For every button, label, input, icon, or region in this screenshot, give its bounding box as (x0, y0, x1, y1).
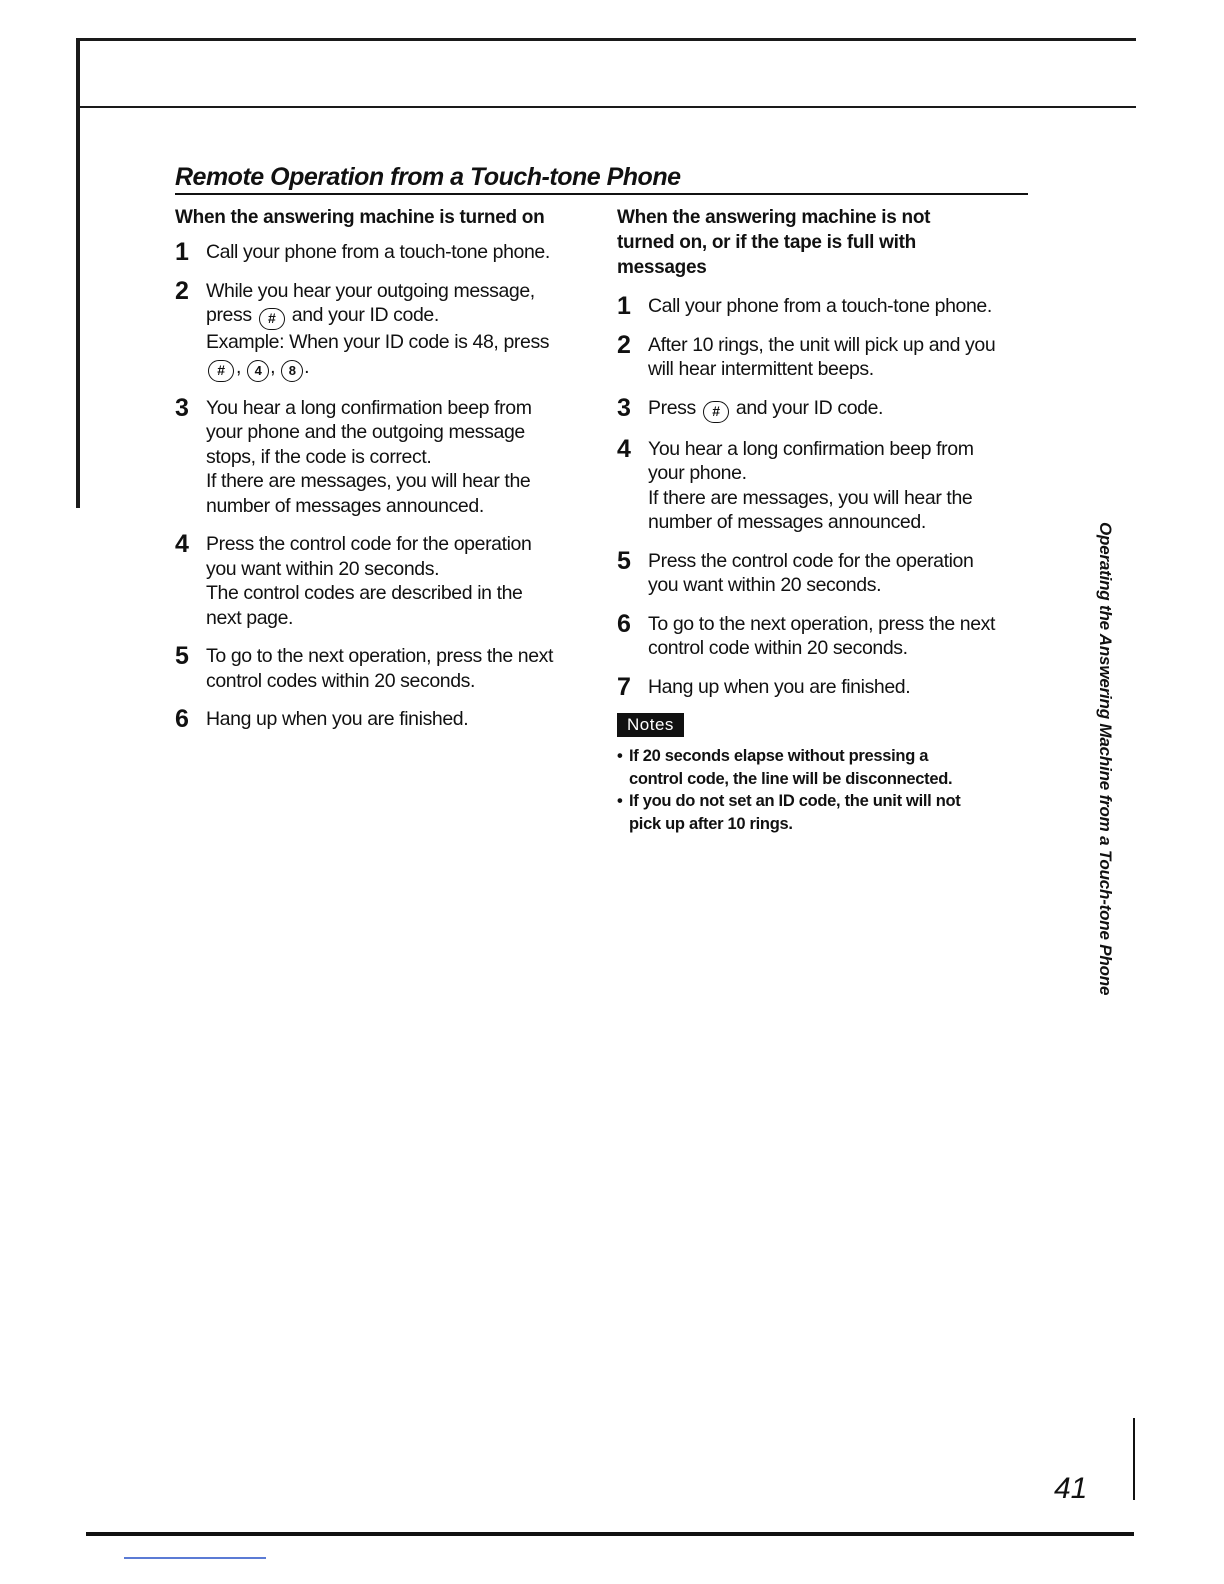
key-sequence (206, 355, 595, 382)
step-number: 4 (617, 434, 631, 463)
page-number-rule (1133, 1418, 1135, 1500)
step-text: stops, if the code is correct. (206, 445, 432, 468)
step-text: you want within 20 seconds. (648, 574, 882, 596)
step-text: To go to the next operation, press the next (206, 645, 554, 667)
note-item (617, 790, 1037, 835)
step-text: If there are messages, you will hear the (206, 470, 531, 492)
note-text: If 20 seconds elapse without pressing a (629, 747, 929, 765)
left-step-4 (175, 532, 595, 630)
key-8-icon: 8 (281, 360, 303, 382)
note-item (617, 745, 1037, 790)
step-text: you want within 20 seconds. (206, 557, 440, 580)
left-step-6 (175, 707, 595, 732)
hash-key-icon: # (208, 360, 234, 382)
right-step-3 (617, 393, 1037, 423)
right-step-1 (617, 294, 1037, 319)
step-number: 6 (617, 609, 631, 638)
step-text: and your ID code. (735, 396, 884, 419)
right-column-heading (617, 205, 1037, 280)
footer-rule (86, 1532, 1134, 1536)
left-column (175, 205, 595, 746)
step-text: Hang up when you are finished. (648, 675, 911, 698)
step-text: Call your phone from a touch-tone phone. (206, 241, 550, 263)
note-text: If you do not set an ID code, the unit will not (629, 792, 961, 810)
right-column (617, 205, 1037, 835)
left-step-2 (175, 276, 595, 382)
step-text: Hang up when you are finished. (206, 708, 469, 730)
notes-label: Notes (617, 713, 684, 737)
left-step-3 (175, 393, 595, 519)
step-text: Press (648, 396, 696, 419)
step-number: 5 (175, 642, 189, 670)
step-number: 7 (617, 672, 631, 701)
hash-key-icon: # (259, 308, 285, 330)
left-column-heading: When the answering machine is turned on (175, 207, 545, 228)
step-text: Press the control code for the operation (648, 549, 974, 572)
left-frame-rule (76, 38, 80, 508)
bullet-icon: • (617, 792, 623, 810)
step-number: 2 (175, 276, 189, 305)
step-text: Call your phone from a touch-tone phone. (648, 295, 992, 317)
step-text: While you hear your outgoing message, (206, 279, 535, 302)
note-text: pick up after 10 rings. (629, 814, 793, 833)
page-number: 41 (1054, 1472, 1088, 1505)
step-text: your phone. (648, 462, 747, 484)
heading-line: turned on, or if the tape is full with (617, 232, 916, 253)
step-text: next page. (206, 606, 294, 629)
step-text: You hear a long confirmation beep from (206, 396, 532, 419)
heading-line: messages (617, 257, 707, 278)
step-text: The control codes are described in the (206, 582, 523, 604)
step-text: control codes within 20 seconds. (206, 669, 476, 692)
step-text-line (648, 396, 1037, 423)
step-number: 2 (617, 330, 631, 359)
step-text: After 10 rings, the unit will pick up and you (648, 333, 996, 356)
right-step-7 (617, 672, 1037, 701)
footer-blue-rule (124, 1557, 266, 1559)
right-step-5 (617, 546, 1037, 598)
step-text: your phone and the outgoing message (206, 421, 525, 443)
step-text: Press the control code for the operation (206, 533, 532, 555)
heading-line: When the answering machine is not (617, 207, 931, 228)
bullet-icon: • (617, 747, 623, 765)
hash-key-icon: # (703, 401, 729, 423)
header-rule (80, 106, 1136, 108)
step-text: number of messages announced. (206, 494, 484, 517)
key-4-icon: 4 (247, 360, 269, 382)
step-text: will hear intermittent beeps. (648, 358, 874, 380)
right-step-2 (617, 330, 1037, 382)
step-text: To go to the next operation, press the next (648, 612, 996, 635)
step-text: number of messages announced. (648, 511, 926, 533)
section-title: Remote Operation from a Touch-tone Phone (175, 162, 1028, 195)
step-text: control code within 20 seconds. (648, 637, 908, 659)
step-text: press (206, 304, 252, 326)
right-step-6 (617, 609, 1037, 661)
step-number: 3 (175, 393, 189, 422)
left-step-1 (175, 240, 595, 265)
step-number: 3 (617, 393, 631, 422)
step-text: and your ID code. (291, 304, 439, 326)
step-number: 1 (175, 238, 189, 266)
side-tab-label: Operating the Answering Machine from a Touch-tone Phone (1096, 522, 1115, 996)
separator: . (304, 355, 310, 378)
step-text: If there are messages, you will hear the (648, 486, 973, 509)
step-number: 5 (617, 546, 631, 575)
top-frame-rule (76, 38, 1136, 41)
note-text: control code, the line will be disconnected. (629, 769, 953, 788)
separator: , (270, 355, 276, 378)
step-text: Example: When your ID code is 48, press (206, 331, 550, 353)
step-text: You hear a long confirmation beep from (648, 437, 974, 460)
step-text-line-2 (206, 303, 595, 330)
separator: , (236, 355, 242, 378)
step-number: 4 (175, 530, 189, 558)
step-number: 6 (175, 705, 189, 733)
right-step-4 (617, 434, 1037, 535)
left-step-5 (175, 644, 595, 693)
step-number: 1 (617, 292, 631, 320)
